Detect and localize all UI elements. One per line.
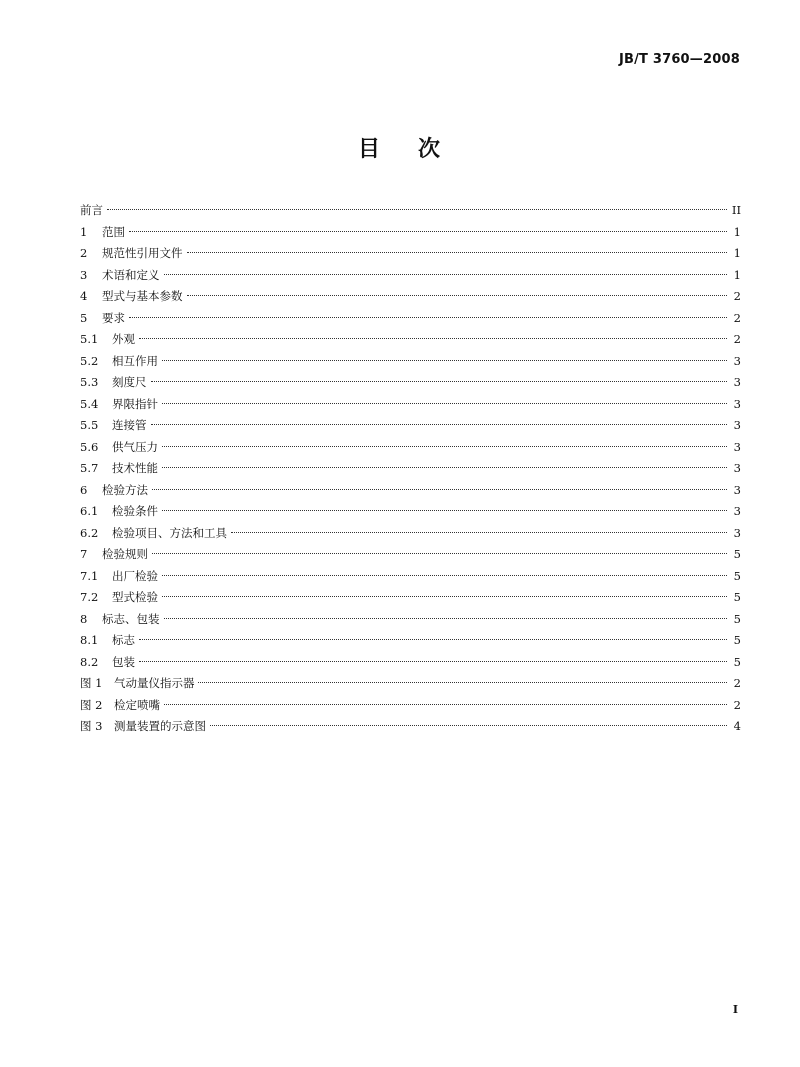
toc-entry[interactable]	[80, 286, 741, 308]
toc-entry-page: 1	[733, 267, 741, 282]
dot-leader	[151, 424, 728, 425]
toc-entry-label: 图 3 测量装置的示意图	[80, 719, 206, 733]
dot-leader	[187, 252, 728, 253]
toc-entry[interactable]	[80, 329, 741, 351]
toc-entry-number: 5.7	[80, 461, 99, 475]
toc-entry[interactable]	[80, 437, 741, 459]
toc-entry-page: 3	[733, 439, 741, 454]
dot-leader	[210, 725, 727, 726]
toc-entry-number: 8	[80, 611, 88, 626]
toc-entry-page: II	[731, 203, 741, 217]
toc-entry-page: 5	[733, 590, 741, 604]
toc-entry-number: 2	[80, 246, 88, 260]
toc-entry-number: 5.1	[80, 332, 99, 346]
dot-leader	[129, 231, 727, 232]
dot-leader	[139, 639, 727, 640]
toc-entry-page: 3	[733, 482, 741, 497]
toc-entry-label: 检验条件	[112, 504, 158, 518]
toc-entry-label: 刻度尺	[112, 375, 147, 389]
table-of-contents	[80, 200, 741, 738]
title-char-2: 次	[418, 137, 443, 162]
toc-entry[interactable]	[80, 480, 741, 502]
dot-leader	[107, 209, 727, 210]
dot-leader	[129, 317, 727, 318]
toc-entry-page: 2	[733, 289, 741, 303]
toc-entry[interactable]	[80, 695, 741, 717]
dot-leader	[162, 510, 727, 511]
toc-entry-page: 3	[733, 418, 741, 432]
toc-entry-page: 2	[733, 697, 741, 712]
dot-leader	[164, 704, 727, 705]
toc-entry-page: 3	[733, 375, 741, 389]
toc-entry[interactable]	[80, 458, 741, 480]
toc-entry[interactable]	[80, 587, 741, 609]
toc-entry-label: 检验项目、方法和工具	[112, 525, 227, 540]
toc-entry-number: 1	[80, 224, 88, 239]
toc-entry-number: 5.2	[80, 353, 99, 368]
toc-entry-number: 5	[80, 310, 88, 325]
toc-entry-label: 相互作用	[112, 353, 158, 368]
toc-entry-page: 3	[733, 353, 741, 368]
toc-entry-number: 7.2	[80, 590, 99, 604]
toc-entry[interactable]	[80, 394, 741, 416]
toc-entry-label: 标志	[112, 633, 135, 647]
dot-leader	[162, 575, 727, 576]
toc-entry-label: 型式检验	[112, 590, 158, 604]
dot-leader	[139, 661, 727, 662]
toc-entry-number: 6.1	[80, 504, 99, 518]
dot-leader	[162, 467, 727, 468]
dot-leader	[162, 596, 727, 597]
toc-entry-page: 2	[733, 676, 741, 690]
toc-entry-label: 范围	[102, 224, 125, 239]
toc-entry-number: 4	[80, 289, 88, 303]
toc-entry-label: 术语和定义	[102, 267, 160, 282]
toc-entry-number: 7	[80, 547, 88, 561]
toc-entry[interactable]	[80, 351, 741, 373]
toc-entry-label: 出厂检验	[112, 568, 158, 583]
toc-entry-page: 5	[733, 633, 741, 647]
toc-entry[interactable]	[80, 501, 741, 523]
toc-entry-page: 4	[733, 719, 741, 733]
standard-number: JB/T 3760—2008	[618, 52, 740, 67]
toc-entry-page: 1	[733, 224, 741, 239]
toc-entry-label: 图 1 气动量仪指示器	[80, 676, 195, 690]
toc-entry-number: 5.6	[80, 439, 99, 454]
toc-entry-label: 型式与基本参数	[102, 289, 183, 303]
toc-entry-label: 检验规则	[102, 547, 148, 561]
toc-entry-page: 3	[733, 396, 741, 411]
toc-entry-page: 5	[733, 654, 741, 669]
toc-entry[interactable]	[80, 673, 741, 695]
toc-entry[interactable]	[80, 544, 741, 566]
page-title	[0, 132, 800, 163]
title-char-1: 目	[357, 137, 382, 162]
toc-entry[interactable]	[80, 308, 741, 330]
toc-entry-label: 界限指针	[112, 396, 158, 411]
toc-entry-number: 5.3	[80, 375, 99, 389]
dot-leader	[162, 403, 727, 404]
toc-entry-label: 前言	[80, 203, 103, 217]
toc-entry-number: 6.2	[80, 525, 99, 540]
toc-entry-page: 2	[733, 332, 741, 346]
toc-entry-number: 6	[80, 482, 88, 497]
toc-entry-number: 8.2	[80, 654, 99, 669]
toc-entry[interactable]	[80, 265, 741, 287]
toc-entry[interactable]	[80, 372, 741, 394]
toc-entry-label: 要求	[102, 310, 125, 325]
toc-entry[interactable]	[80, 630, 741, 652]
toc-entry-label: 技术性能	[112, 461, 158, 475]
toc-entry-page: 5	[733, 547, 741, 561]
dot-leader	[164, 618, 728, 619]
dot-leader	[152, 489, 727, 490]
toc-entry-page: 5	[733, 568, 741, 583]
dot-leader	[231, 532, 727, 533]
toc-entry-label: 供气压力	[112, 439, 158, 454]
toc-entry[interactable]	[80, 200, 741, 222]
toc-entry-label: 外观	[112, 332, 135, 346]
toc-entry-label: 图 2 检定喷嘴	[80, 697, 160, 712]
toc-entry-number: 8.1	[80, 633, 99, 647]
toc-entry-label: 连接管	[112, 418, 147, 432]
page-number: I	[732, 1003, 738, 1016]
toc-entry-number: 5.5	[80, 418, 99, 432]
dot-leader	[162, 446, 727, 447]
dot-leader	[139, 338, 727, 339]
toc-entry[interactable]	[80, 415, 741, 437]
dot-leader	[187, 295, 728, 296]
toc-entry[interactable]	[80, 609, 741, 631]
toc-entry-page: 1	[733, 246, 741, 260]
toc-entry-label: 检验方法	[102, 482, 148, 497]
toc-entry-page: 3	[733, 504, 741, 518]
toc-entry-label: 规范性引用文件	[102, 246, 183, 260]
dot-leader	[198, 682, 727, 683]
dot-leader	[152, 553, 727, 554]
toc-entry[interactable]	[80, 523, 741, 545]
toc-entry-page: 5	[733, 611, 741, 626]
toc-entry-label: 标志、包装	[102, 611, 160, 626]
toc-entry-label: 包装	[112, 654, 135, 669]
toc-entry-page: 2	[733, 310, 741, 325]
toc-entry-page: 3	[733, 461, 741, 475]
toc-entry-number: 7.1	[80, 568, 99, 583]
toc-entry[interactable]	[80, 222, 741, 244]
toc-entry[interactable]	[80, 566, 741, 588]
toc-entry[interactable]	[80, 243, 741, 265]
dot-leader	[164, 274, 728, 275]
toc-entry-number: 3	[80, 267, 88, 282]
toc-entry[interactable]	[80, 716, 741, 738]
toc-entry[interactable]	[80, 652, 741, 674]
toc-entry-number: 5.4	[80, 396, 99, 411]
toc-entry-page: 3	[733, 525, 741, 540]
dot-leader	[162, 360, 727, 361]
dot-leader	[151, 381, 728, 382]
